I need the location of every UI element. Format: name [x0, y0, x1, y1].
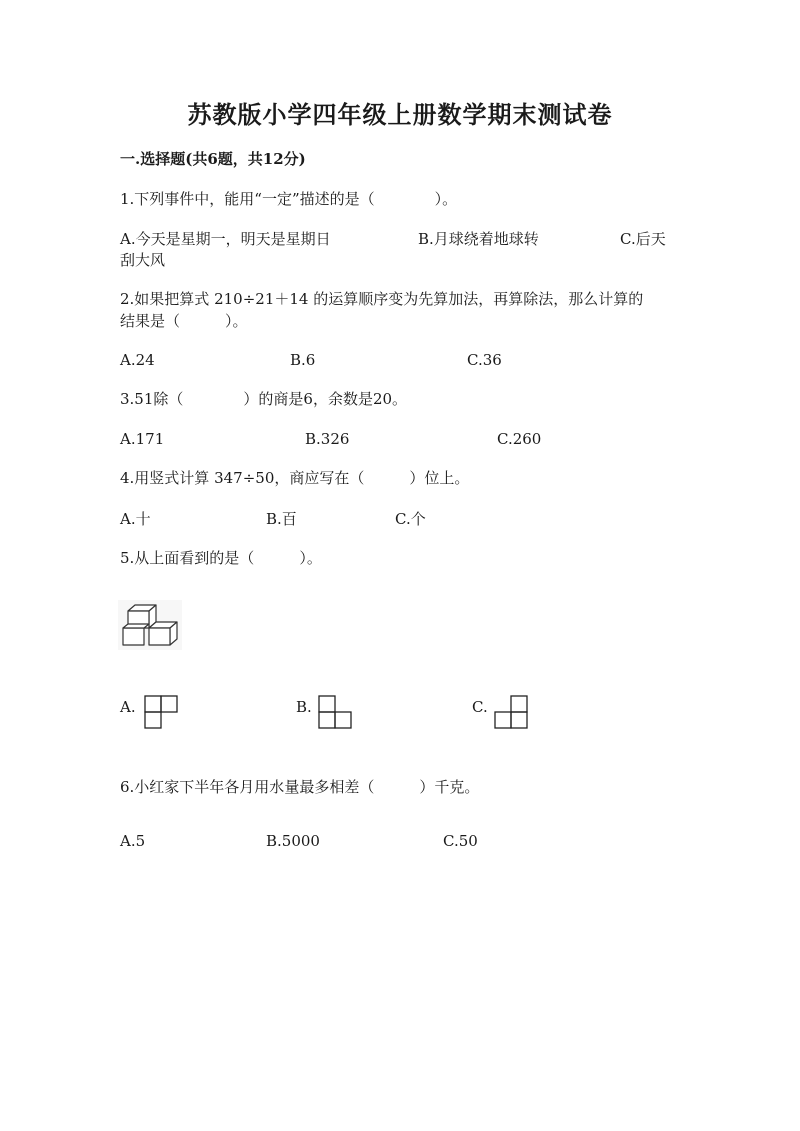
question-4-stem: 4.用竖式计算 347÷50，商应写在（ ）位上。	[120, 469, 470, 487]
question-2-stem-line-1: 2.如果把算式 210÷21＋14 的运算顺序变为先算加法，再算除法，那么计算的	[120, 290, 644, 308]
question-2-option-a: A.24	[120, 351, 155, 369]
top-view-c-figure	[494, 695, 528, 729]
question-1-option-a: A.今天是星期一，明天是星期日	[120, 230, 331, 248]
question-3-option-a: A.171	[120, 430, 165, 448]
question-1-option-c: C.后天	[620, 230, 666, 248]
question-4-option-b: B.百	[266, 510, 297, 528]
question-3-option-b: B.326	[305, 430, 350, 448]
question-3-stem: 3.51除（ ）的商是6，余数是20。	[120, 390, 408, 408]
top-view-a-figure	[144, 695, 178, 729]
question-6-option-a: A.5	[120, 832, 146, 850]
question-5-option-a: A.	[120, 698, 136, 716]
question-3-option-c: C.260	[497, 430, 542, 448]
page-title: 苏教版小学四年级上册数学期末测试卷	[187, 100, 613, 129]
question-1-option-b: B.月球绕着地球转	[418, 230, 539, 248]
question-1-stem: 1.下列事件中，能用“一定”描述的是（ ）。	[120, 190, 458, 208]
question-5-stem: 5.从上面看到的是（ ）。	[120, 549, 322, 567]
section-heading: 一.选择题(共6题，共12分)	[120, 150, 306, 168]
question-5-option-b: B.	[296, 698, 312, 716]
question-2-option-c: C.36	[467, 351, 502, 369]
question-1-option-c-continued: 刮大风	[120, 251, 166, 269]
question-4-option-a: A.十	[120, 510, 151, 528]
question-2-option-b: B.6	[290, 351, 316, 369]
cube-stack-figure	[118, 600, 182, 650]
question-6-stem: 6.小红家下半年各月用水量最多相差（ ）千克。	[120, 778, 480, 796]
question-6-option-b: B.5000	[266, 832, 320, 850]
question-4-option-c: C.个	[395, 510, 426, 528]
question-2-stem-line-2: 结果是（ ）。	[120, 312, 248, 330]
top-view-b-figure	[318, 695, 352, 729]
question-6-option-c: C.50	[443, 832, 478, 850]
question-5-option-c: C.	[472, 698, 488, 716]
